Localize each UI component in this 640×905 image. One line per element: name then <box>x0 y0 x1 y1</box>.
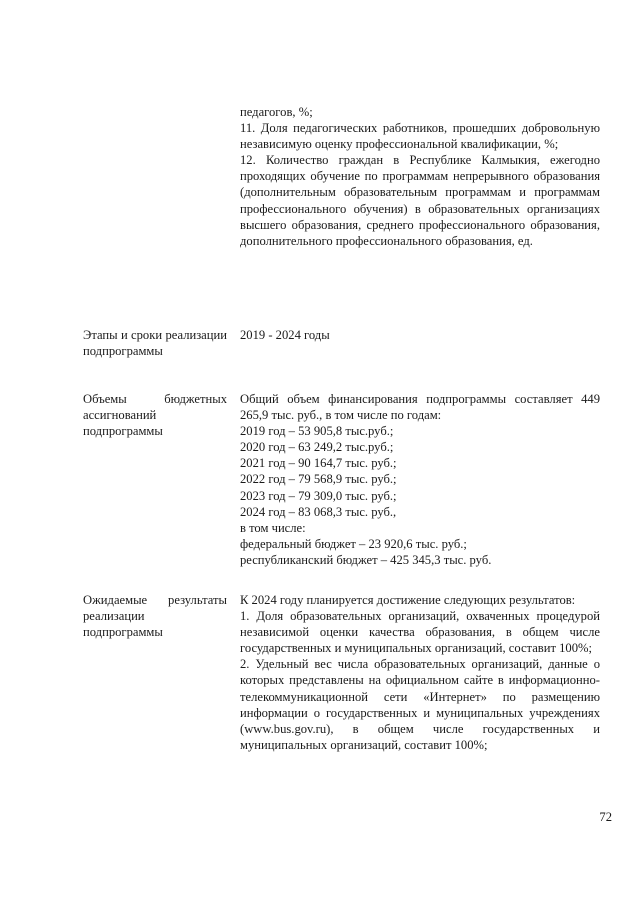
budget-2022: 2022 год – 79 568,9 тыс. руб.; <box>240 472 397 487</box>
results-intro: К 2024 году планируется достижение следующих результатов: <box>240 593 576 607</box>
stages-value: 2019 - 2024 годы <box>240 328 330 342</box>
indicator-12: 12. Количество граждан в Республике Калмыкия, ежегодно проходящих обучение по программам непрерывного образования (дополнительным образовательным программам и программам профессионального обучения) в образовательных организациях высшего образования, среднего профессионального образования, дополнительного профессионального образования, ед. <box>240 153 600 248</box>
budget-2019: 2019 год – 53 905,8 тыс.руб.; <box>240 424 394 439</box>
result-2: 2. Удельный вес числа образовательных организаций, данные о которых представлены на официальном сайте в информационно-телекоммуникационной сети «Интернет» по размещению информации о государственных и муниципальных учреждениях (www.bus.gov.ru), в общем числе государственных и муниципальных организаций, составит 100%; <box>240 657 600 752</box>
budget-total: Общий объем финансирования подпрограммы составляет 449 265,9 тыс. руб., в том числе по годам: <box>240 392 600 423</box>
result-1: 1. Доля образовательных организаций, охваченных процедурой независимой оценки качества образования, в общем числе государственных и муниципальных организаций, составит 100%; <box>240 609 600 656</box>
budget-2021: 2021 год – 90 164,7 тыс. руб.; <box>240 456 397 471</box>
results-content <box>240 592 600 753</box>
budget-2020: 2020 год – 63 249,2 тыс.руб.; <box>240 440 394 455</box>
budget-label: Объемы бюджетных ассигнований подпрограммы <box>83 392 227 439</box>
indicator-11: 11. Доля педагогических работников, прошедших добровольную независимую оценку профессиональной квалификации, %; <box>240 121 600 152</box>
budget-content <box>240 391 600 568</box>
page-number: 72 <box>599 810 612 824</box>
budget-federal: федеральный бюджет – 23 920,6 тыс. руб.; <box>240 536 467 551</box>
budget-including: в том числе: <box>240 520 306 535</box>
stages-label: Этапы и сроки реализации подпрограммы <box>83 328 227 359</box>
results-label: Ожидаемые результаты реализации подпрограммы <box>83 593 227 640</box>
budget-2023: 2023 год – 79 309,0 тыс. руб.; <box>240 488 397 503</box>
indicators-continuation <box>240 104 600 249</box>
indicator-10-tail: педагогов, %; <box>240 105 313 119</box>
budget-2024: 2024 год – 83 068,3 тыс. руб., <box>240 504 397 519</box>
budget-republican: республиканский бюджет – 425 345,3 тыс. руб. <box>240 552 492 567</box>
